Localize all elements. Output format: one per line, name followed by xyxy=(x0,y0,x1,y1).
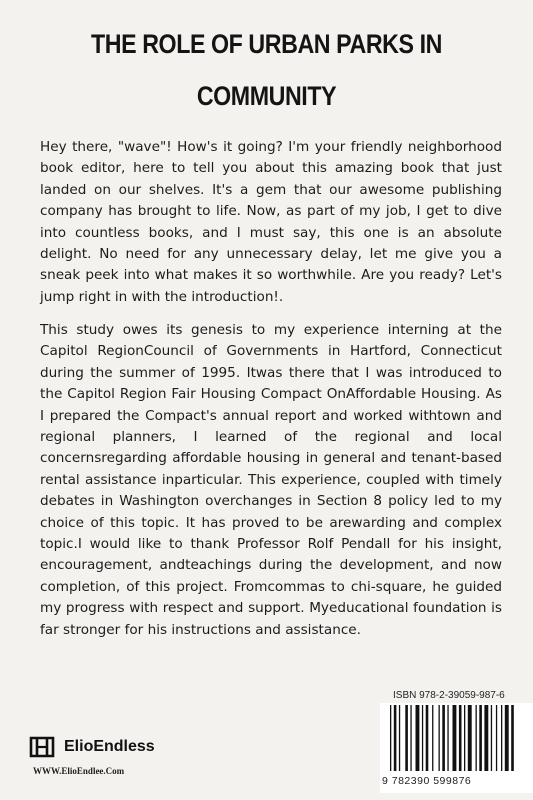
isbn-label: ISBN 978-2-39059-987-6 xyxy=(393,690,505,701)
barcode-icon xyxy=(388,705,533,775)
publisher-logo xyxy=(28,735,155,759)
intro-paragraph: Hey there, "wave"! How's it going? I'm your friendly neighborhood book editor, here to tell you about this amazing book that just landed on our shelves. It's a gem that our awesome publishing company has brought to life. Now, as part of my job, I get to dive into countless books, and I must say, this one is an absolute delight. No need for any unnecessary delay, let me give you a sneak peek into what makes it so worthwhile. Are you ready? Let's jump right in with the introduction!. xyxy=(40,139,502,305)
publisher-website: WWW.ElioEndlee.Com xyxy=(33,766,125,776)
book-title: THE ROLE OF URBAN PARKS IN COMMUNITY xyxy=(91,29,442,111)
barcode-number: 9 782390 599876 xyxy=(382,775,472,787)
barcode-area xyxy=(380,703,533,793)
elioendless-logo-icon xyxy=(28,735,56,759)
body-paragraph: This study owes its genesis to my experience interning at the Capitol RegionCouncil of Governments in Hartford, Connecticut during the summer of 1995. Itwas there that I was introduced to the Capitol Region Fair Housing Compact OnAffordable Housing. As I prepared the Compact's annual report and worked withtown and regional planners, I learned of the regional and local concernsregarding affordable housing in general and tenant-based rental assistance inparticular. This experience, coupled with timely debates in Washington overchanges in Section 8 policy led to my choice of this topic. It has proved to be arewarding and complex topic.I would like to thank Professor Rolf Pendall for his insight, encouragement, andteachings during the development, and now completion, of this project. Fromcommas to chi-square, he guided my progress with respect and support. Myeducational foundation is far stronger for his instructions and assistance. xyxy=(40,322,502,638)
publisher-name: ElioEndless xyxy=(64,738,155,755)
